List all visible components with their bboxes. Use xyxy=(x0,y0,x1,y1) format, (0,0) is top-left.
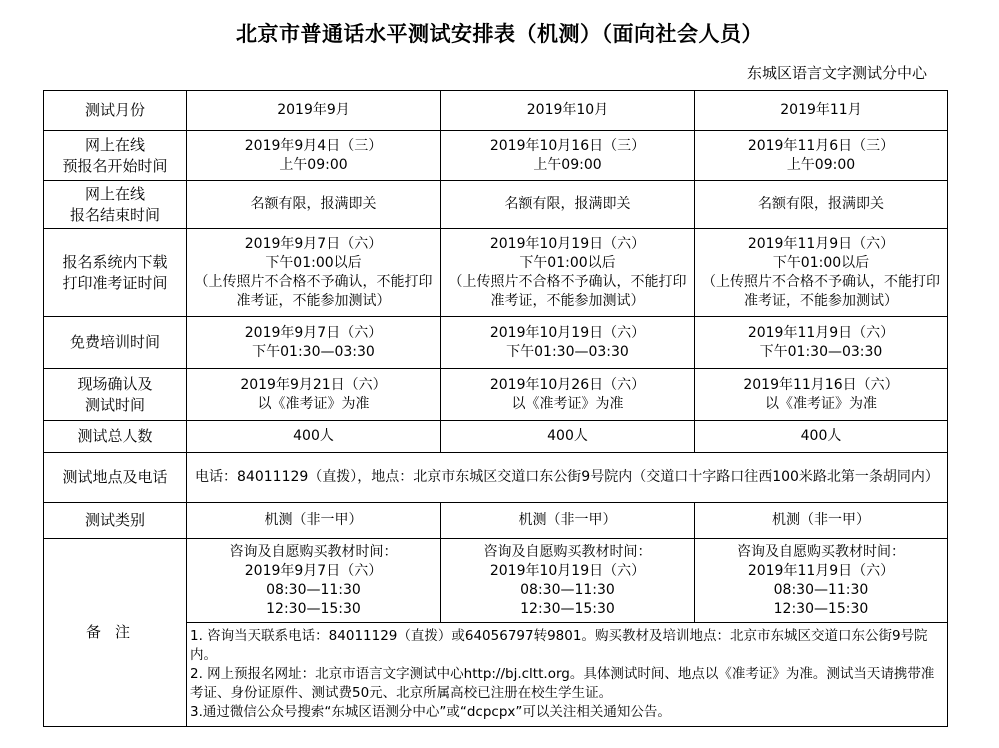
reg-end-cell: 名额有限，报满即关 xyxy=(695,181,948,229)
time-text: 下午01:30—03:30 xyxy=(759,343,883,360)
date-text: 2019年11月9日（六） xyxy=(747,562,895,579)
total-cell: 400人 xyxy=(441,421,695,453)
note-text: 以《准考证》为准 xyxy=(257,395,370,412)
category-cell: 机测（非一甲） xyxy=(441,503,695,539)
date-text: 2019年9月21日（六） xyxy=(240,376,387,393)
table-row-print xyxy=(44,229,948,317)
training-cell xyxy=(695,317,948,369)
consult-heading: 咨询及自愿购买教材时间： xyxy=(737,543,905,560)
note-item: 1. 咨询当天联系电话：84011129（直拨）或64056797转9801。购买教材及培训地点：北京市东城区交道口东公街9号院内。 xyxy=(190,628,928,663)
notes-cell xyxy=(187,623,948,727)
table-row-reg-start xyxy=(44,131,948,181)
month-cell: 2019年11月 xyxy=(695,91,948,131)
label-line: 打印准考证时间 xyxy=(62,273,168,292)
reg-end-cell: 名额有限，报满即关 xyxy=(441,181,695,229)
row-label-remarks: 备注 xyxy=(44,539,187,727)
table-row-total xyxy=(44,421,948,453)
reg-start-cell xyxy=(695,131,948,181)
total-cell: 400人 xyxy=(695,421,948,453)
time-text: 08:30—11:30 xyxy=(520,581,615,598)
time-text: 下午01:30—03:30 xyxy=(252,343,375,360)
table-row-consult xyxy=(44,539,948,623)
date-text: 2019年11月9日（六） xyxy=(747,235,895,252)
date-text: 2019年11月16日（六） xyxy=(743,376,899,393)
label-line: 报名系统内下载 xyxy=(62,252,168,271)
category-cell: 机测（非一甲） xyxy=(695,503,948,539)
date-text: 2019年9月4日（三） xyxy=(244,137,383,154)
note-item: 2. 网上预报名网址：北京市语言文字测试中心http://bj.cltt.org。具体测试时间、地点以《准考证》为准。测试当天请携带准考证、身份证原件、测试费50元、北京所属高校已注册在校生学生证。 xyxy=(190,666,935,701)
print-cell xyxy=(695,229,948,317)
print-cell xyxy=(441,229,695,317)
page-title: 北京市普通话水平测试安排表（机测）（面向社会人员） xyxy=(236,22,763,46)
time-text: 08:30—11:30 xyxy=(773,581,869,598)
time-text: 下午01:00以后 xyxy=(265,254,362,271)
consult-heading: 咨询及自愿购买教材时间： xyxy=(229,543,398,560)
table-row-training xyxy=(44,317,948,369)
print-cell xyxy=(187,229,441,317)
label-line: 报名结束时间 xyxy=(69,205,160,224)
time-text: 上午09:00 xyxy=(533,156,602,173)
table-row-month xyxy=(44,91,948,131)
note-text: 以《准考证》为准 xyxy=(765,395,877,412)
time-text: 08:30—11:30 xyxy=(266,581,361,598)
time-text: 下午01:00以后 xyxy=(519,254,616,271)
time-text: 上午09:00 xyxy=(786,156,856,173)
total-cell: 400人 xyxy=(187,421,441,453)
date-text: 2019年9月7日（六） xyxy=(244,562,383,579)
consult-cell xyxy=(441,539,695,623)
month-cell: 2019年10月 xyxy=(441,91,695,131)
reg-start-cell xyxy=(441,131,695,181)
time-text: 12:30—15:30 xyxy=(266,600,361,617)
consult-cell xyxy=(187,539,441,623)
training-cell xyxy=(441,317,695,369)
print-note: （上传照片不合格不予确认，不能打印准考证，不能参加测试） xyxy=(702,273,940,309)
label-line: 预报名开始时间 xyxy=(62,156,168,175)
issuer-subtitle: 东城区语言文字测试分中心 xyxy=(746,64,927,82)
label-line: 现场确认及 xyxy=(77,374,153,393)
table-row-location xyxy=(44,453,948,503)
row-label-total: 测试总人数 xyxy=(44,421,187,453)
date-text: 2019年10月26日（六） xyxy=(489,376,646,393)
print-note: （上传照片不合格不予确认，不能打印准考证，不能参加测试） xyxy=(448,273,687,309)
table-row-reg-end xyxy=(44,181,948,229)
time-text: 下午01:00以后 xyxy=(772,254,870,271)
table-row-category xyxy=(44,503,948,539)
time-text: 上午09:00 xyxy=(279,156,348,173)
consult-cell xyxy=(695,539,948,623)
confirm-cell xyxy=(695,369,948,421)
row-label-location: 测试地点及电话 xyxy=(44,453,187,503)
date-text: 2019年9月7日（六） xyxy=(244,235,383,252)
row-label-print xyxy=(44,229,187,317)
category-cell: 机测（非一甲） xyxy=(187,503,441,539)
date-text: 2019年10月16日（三） xyxy=(489,137,646,154)
date-text: 2019年11月9日（六） xyxy=(747,324,895,341)
date-text: 2019年11月6日（三） xyxy=(747,137,895,154)
location-cell: 电话：84011129（直拨），地点：北京市东城区交道口东公街9号院内（交道口十字路口往西100米路北第一条胡同内） xyxy=(187,453,948,503)
time-text: 12:30—15:30 xyxy=(773,600,869,617)
date-text: 2019年10月19日（六） xyxy=(489,562,646,579)
reg-end-cell: 名额有限，报满即关 xyxy=(187,181,441,229)
confirm-cell xyxy=(187,369,441,421)
row-label-confirm xyxy=(44,369,187,421)
row-label-reg-end xyxy=(44,181,187,229)
label-line: 网上在线 xyxy=(84,135,145,154)
note-text: 以《准考证》为准 xyxy=(511,395,624,412)
note-item: 3.通过微信公众号搜索“东城区语测分中心”或“dcpcpx”可以关注相关通知公告。 xyxy=(190,704,671,720)
row-label-category: 测试类别 xyxy=(44,503,187,539)
confirm-cell xyxy=(441,369,695,421)
row-label-month: 测试月份 xyxy=(44,91,187,131)
date-text: 2019年10月19日（六） xyxy=(489,235,646,252)
print-note: （上传照片不合格不予确认，不能打印准考证，不能参加测试） xyxy=(194,273,433,309)
month-cell: 2019年9月 xyxy=(187,91,441,131)
date-text: 2019年9月7日（六） xyxy=(244,324,383,341)
row-label-training: 免费培训时间 xyxy=(44,317,187,369)
consult-heading: 咨询及自愿购买教材时间： xyxy=(483,543,652,560)
reg-start-cell xyxy=(187,131,441,181)
date-text: 2019年10月19日（六） xyxy=(489,324,646,341)
time-text: 下午01:30—03:30 xyxy=(506,343,629,360)
schedule-table xyxy=(43,90,948,727)
label-line: 网上在线 xyxy=(84,184,145,203)
row-label-reg-start xyxy=(44,131,187,181)
table-row-confirm xyxy=(44,369,948,421)
time-text: 12:30—15:30 xyxy=(520,600,615,617)
training-cell xyxy=(187,317,441,369)
label-line: 测试时间 xyxy=(84,395,145,414)
